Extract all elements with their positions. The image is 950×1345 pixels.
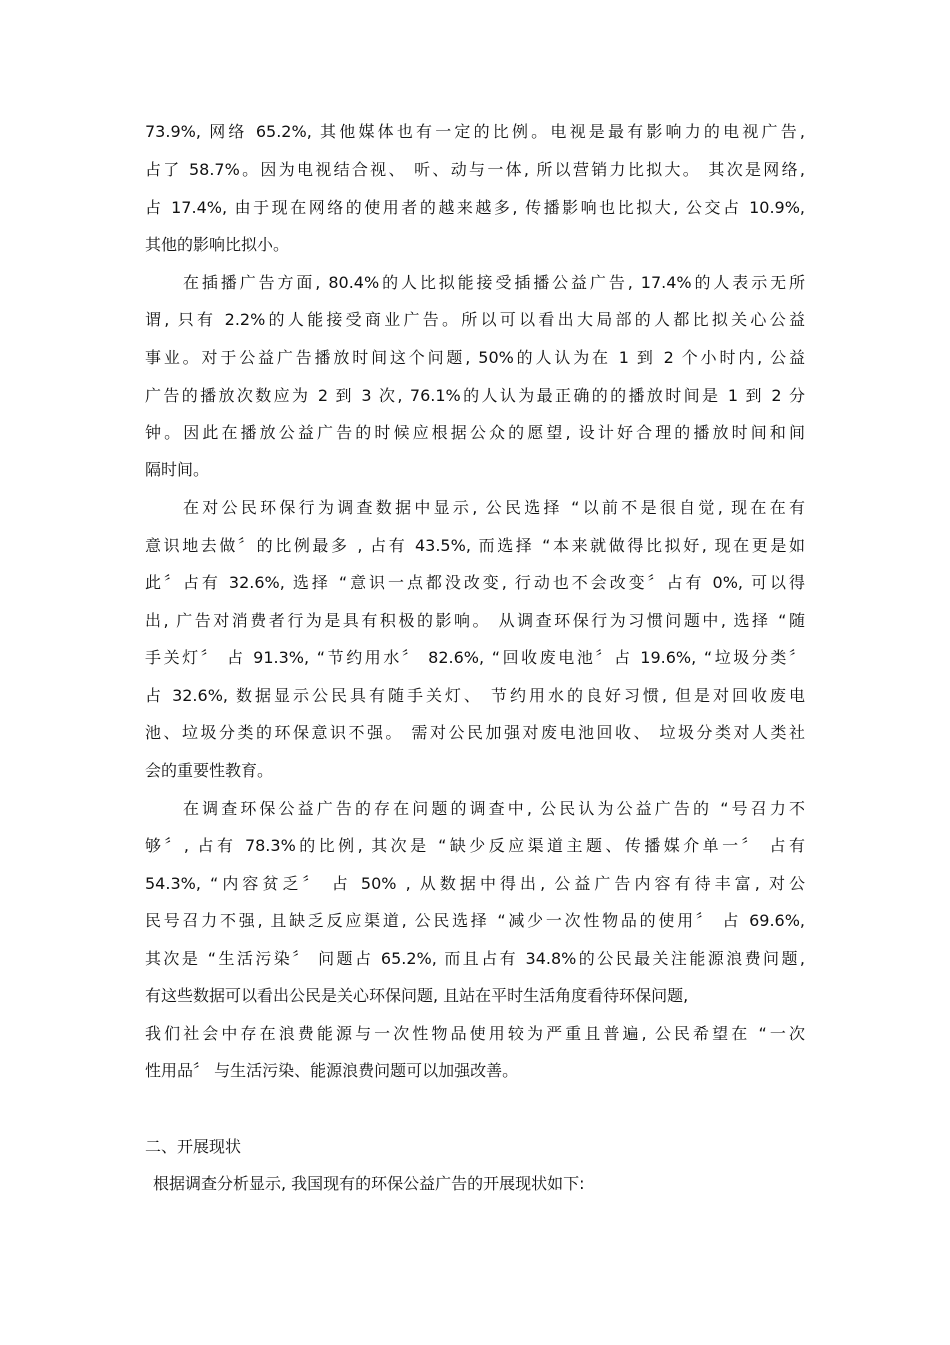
- text-line: 广告的播放次数应为 2 到 3 次, 76.1%的人认为最正确的的播放时间是 1 到 2 分: [145, 386, 805, 405]
- section-intro: 根据调查分析显示, 我国现有的环保公益广告的开展现状如下:: [153, 1174, 585, 1193]
- text-line: 出, 广告对消费者行为是具有积极的影响。 从调查环保行为习惯问题中, 选择 “随: [145, 611, 805, 630]
- text-line: 手关灯〞 占 91.3%, “节约用水〞 82.6%, “回收废电池〞占 19.6%, “垃圾分类〞: [145, 648, 805, 667]
- text-line: 池、垃圾分类的环保意识不强。 需对公民加强对废电池回收、 垃圾分类对人类社: [145, 723, 805, 742]
- text-line: 我们社会中存在浪费能源与一次性物品使用较为严重且普遍, 公民希望在 “一次: [145, 1024, 805, 1043]
- text-line: 在对公民环保行为调查数据中显示, 公民选择 “以前不是很自觉, 现在在有: [183, 498, 805, 517]
- text-line: 在插播广告方面, 80.4%的人比拟能接受插播公益广告, 17.4%的人表示无所: [183, 273, 805, 292]
- text-line: 在调查环保公益广告的存在问题的调查中, 公民认为公益广告的 “号召力不: [183, 799, 805, 818]
- text-line: 谓, 只有 2.2%的人能接受商业广告。所以可以看出大局部的人都比拟关心公益: [145, 310, 805, 329]
- text-line: 意识地去做〞的比例最多 , 占有 43.5%, 而选择 “本来就做得比拟好, 现在更是如: [145, 536, 805, 555]
- text-line: 会的重要性教育。: [145, 761, 274, 780]
- text-line: 够〞, 占有 78.3%的比例, 其次是 “缺少反应渠道主题、传播媒介单一〞 占有: [145, 836, 805, 855]
- text-line: 此〞占有 32.6%, 选择 “意识一点都没改变, 行动也不会改变〞占有 0%, 可以得: [145, 573, 805, 592]
- text-line: 民号召力不强, 且缺乏反应渠道, 公民选择 “减少一次性物品的使用〞 占 69.6%,: [145, 911, 805, 930]
- text-line: 事业。对于公益广告播放时间这个问题, 50%的人认为在 1 到 2 个小时内, 公益: [145, 348, 805, 367]
- text-line: 钟。因此在播放公益广告的时候应根据公众的愿望, 设计好合理的播放时间和间: [145, 423, 805, 442]
- text-line: 占 32.6%, 数据显示公民具有随手关灯、 节约用水的良好习惯, 但是对回收废电: [145, 686, 805, 705]
- text-line: 73.9%, 网络 65.2%, 其他媒体也有一定的比例。电视是最有影响力的电视广告,: [145, 122, 805, 141]
- text-line: 占了 58.7%。因为电视结合视、 听、动与一体, 所以营销力比拟大。 其次是网络,: [145, 160, 805, 179]
- text-line: 占 17.4%, 由于现在网络的使用者的越来越多, 传播影响也比拟大, 公交占 10.9%,: [145, 198, 805, 217]
- text-line: 隔时间。: [145, 460, 210, 479]
- text-line: 其他的影响比拟小。: [145, 235, 290, 254]
- text-line: 54.3%, “内容贫乏〞 占 50% , 从数据中得出, 公益广告内容有待丰富, 对公: [145, 874, 805, 893]
- text-line: 其次是 “生活污染〞 问题占 65.2%, 而且占有 34.8%的公民最关注能源浪费问题,: [145, 949, 805, 968]
- text-line: 性用品〞 与生活污染、能源浪费问题可以加强改善。: [145, 1061, 519, 1080]
- section-heading: 二、开展现状: [145, 1137, 242, 1156]
- text-line: 有这些数据可以看出公民是关心环保问题, 且站在平时生活角度看待环保问题,: [145, 986, 689, 1005]
